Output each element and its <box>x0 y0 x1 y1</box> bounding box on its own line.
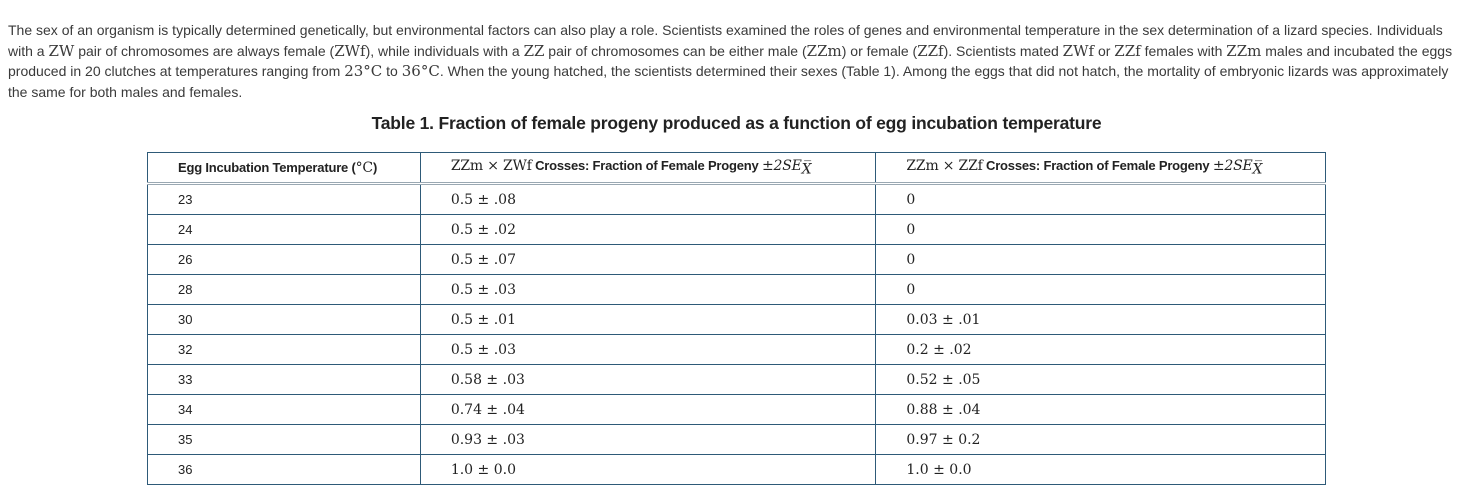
math-zzm: ZZm <box>1226 41 1262 60</box>
temperature-cell: 35 <box>148 425 421 455</box>
temperature-cell: 26 <box>148 245 421 275</box>
zzf-fraction-cell: 0.97 ± 0.2 <box>876 425 1326 455</box>
temperature-cell: 34 <box>148 395 421 425</box>
temperature-cell: 33 <box>148 365 421 395</box>
intro-text: females with <box>1140 42 1227 59</box>
table-title: Table 1. Fraction of female progeny produced as a function of egg incubation temperature <box>371 113 1102 133</box>
table-row <box>148 455 1326 485</box>
zwf-fraction-cell: 0.58 ± .03 <box>420 365 876 395</box>
temperature-cell: 30 <box>148 305 421 335</box>
zwf-fraction-cell: 0.5 ± .02 <box>420 215 876 245</box>
temperature-cell: 28 <box>148 275 421 305</box>
zwf-fraction-cell: 0.74 ± .04 <box>420 395 876 425</box>
math-zzf: ZZf <box>917 41 944 60</box>
zwf-fraction-cell: 0.5 ± .03 <box>420 335 876 365</box>
intro-text: pair of chromosomes are always female ( <box>74 42 335 59</box>
math-temp-min: 23°C <box>344 62 383 80</box>
table-header-row <box>148 153 1326 184</box>
intro-text: or <box>1094 42 1115 59</box>
intro-text: The sex of an organism is typically determined genetically, but environmental factors can also play a role. Scientists examined the roles of genes and environmental temperature in the sex determination of a lizard species. Individuals with a <box>8 22 1443 59</box>
math-zzm: ZZm <box>806 41 842 60</box>
table-row <box>148 184 1326 215</box>
intro-text: ) or female ( <box>841 42 918 59</box>
zzf-fraction-cell: 0 <box>876 184 1326 215</box>
zwf-fraction-cell: 1.0 ± 0.0 <box>420 455 876 485</box>
temperature-cell: 24 <box>148 215 421 245</box>
math-zw: ZW <box>48 41 75 60</box>
zwf-fraction-cell: 0.5 ± .03 <box>420 275 876 305</box>
zzf-fraction-cell: 0 <box>876 275 1326 305</box>
table-row <box>148 215 1326 245</box>
zzf-fraction-cell: 0.03 ± .01 <box>876 305 1326 335</box>
math-temp-max: 36°C <box>401 62 440 80</box>
header-zwf-cross: ZZm × ZWf Crosses: Fraction of Female Progeny $\pm 2SE_{X̅}$ <box>420 153 876 184</box>
math-zz: ZZ <box>523 41 545 60</box>
table-row <box>148 275 1326 305</box>
temperature-cell: 23 <box>148 184 421 215</box>
intro-text: ). Scientists mated <box>943 42 1063 59</box>
zzf-fraction-cell: 0.52 ± .05 <box>876 365 1326 395</box>
intro-text: . When the young hatched, the scientists determined their sexes (Table 1). Among the eggs that did not hatch, the mortality of embryonic lizards was approximately the same for both males and females. <box>8 63 1449 100</box>
table-row <box>148 335 1326 365</box>
math-zwf: ZWf <box>1062 41 1095 60</box>
intro-text: ), while individuals with a <box>365 42 524 59</box>
intro-paragraph <box>8 20 1454 102</box>
intro-text: to <box>382 63 402 79</box>
zzf-fraction-cell: 0 <box>876 245 1326 275</box>
temperature-cell: 36 <box>148 455 421 485</box>
zzf-fraction-cell: 0.88 ± .04 <box>876 395 1326 425</box>
zwf-fraction-cell: 0.5 ± .01 <box>420 305 876 335</box>
progeny-table <box>147 152 1326 485</box>
zzf-fraction-cell: 0.2 ± .02 <box>876 335 1326 365</box>
table-row <box>148 305 1326 335</box>
temperature-cell: 32 <box>148 335 421 365</box>
header-zzf-cross: ZZm × ZZf Crosses: Fraction of Female Progeny $\pm 2SE_{X̅}$ <box>876 153 1326 184</box>
intro-text: males and incubated the eggs produced in 20 clutches at temperatures ranging from <box>8 42 1453 79</box>
table-row <box>148 245 1326 275</box>
zwf-fraction-cell: 0.93 ± .03 <box>420 425 876 455</box>
table-row <box>148 395 1326 425</box>
zwf-fraction-cell: 0.5 ± .08 <box>420 184 876 215</box>
header-temperature: Egg Incubation Temperature (°C) <box>148 153 421 184</box>
zzf-fraction-cell: 0 <box>876 215 1326 245</box>
zwf-fraction-cell: 0.5 ± .07 <box>420 245 876 275</box>
intro-text: pair of chromosomes can be either male ( <box>544 42 807 59</box>
math-zzf: ZZf <box>1114 41 1141 60</box>
table-row <box>148 365 1326 395</box>
math-zwf: ZWf <box>334 41 366 60</box>
table-row <box>148 425 1326 455</box>
zzf-fraction-cell: 1.0 ± 0.0 <box>876 455 1326 485</box>
